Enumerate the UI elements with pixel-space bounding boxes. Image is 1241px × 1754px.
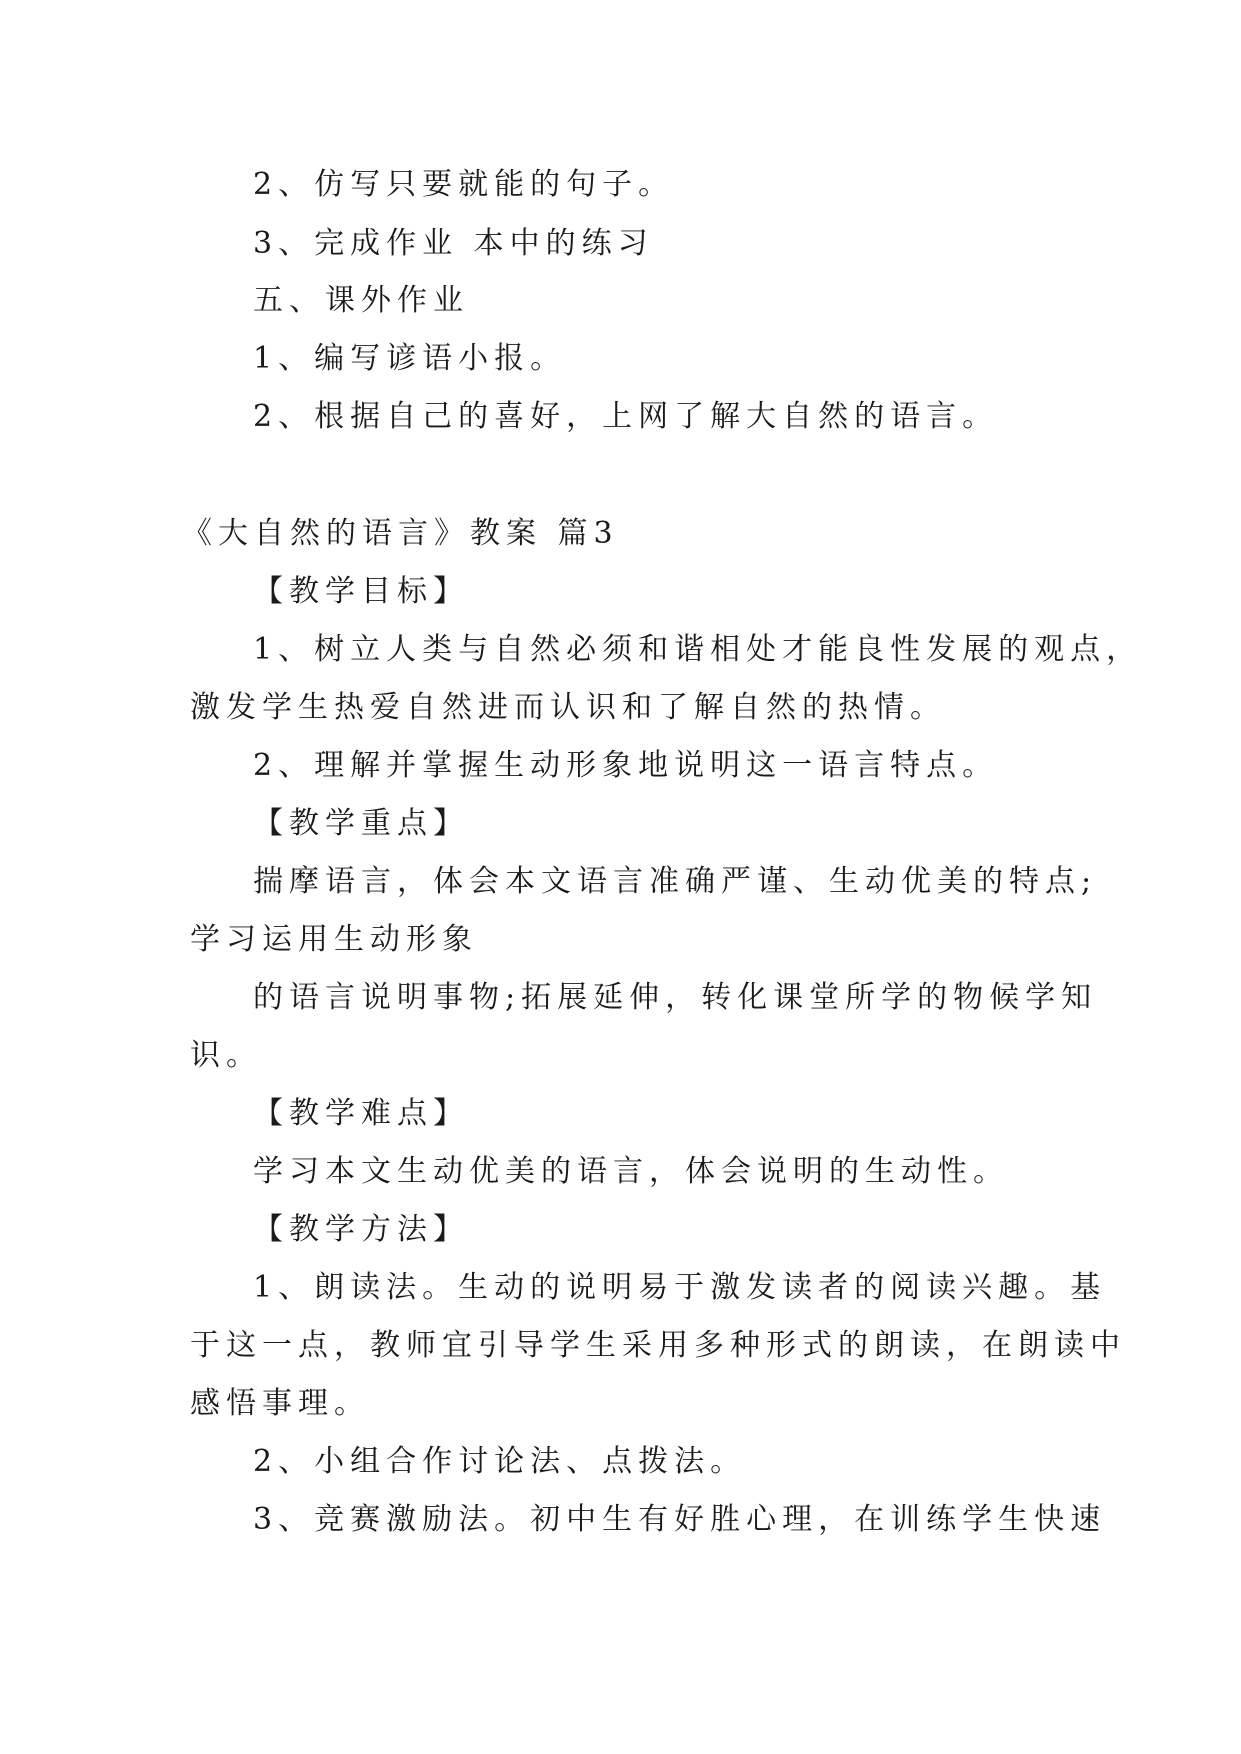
text-line: 的语言说明事物;拓展延伸，转化课堂所学的物候学知	[253, 980, 1098, 1015]
text-line: 揣摩语言，体会本文语言准确严谨、生动优美的特点;	[253, 864, 1098, 899]
text-line: 2、仿写只要就能的句子。	[253, 167, 675, 202]
text-line: 学习本文生动优美的语言，体会说明的生动性。	[253, 1154, 1009, 1189]
text-line: 1、树立人类与自然必须和谐相处才能良性发展的观点，	[253, 632, 1143, 667]
text-line: 识。	[190, 1038, 262, 1073]
text-line: 2、理解并掌握生动形象地说明这一语言特点。	[253, 748, 999, 783]
text-line: 2、根据自己的喜好，上网了解大自然的语言。	[253, 399, 999, 434]
text-line: 激发学生热爱自然进而认识和了解自然的热情。	[190, 690, 946, 725]
section-heading: 【教学重点】	[253, 806, 469, 841]
section-heading: 【教学目标】	[253, 574, 469, 609]
text-line: 1、编写谚语小报。	[253, 341, 567, 376]
text-line: 感悟事理。	[190, 1386, 370, 1421]
text-line: 2、小组合作讨论法、点拨法。	[253, 1444, 747, 1479]
section-heading: 【教学难点】	[253, 1096, 469, 1131]
text-line: 1、朗读法。生动的说明易于激发读者的阅读兴趣。基	[253, 1270, 1107, 1305]
text-line: 3、完成作业 本中的练习	[253, 226, 654, 261]
text-line: 于这一点，教师宜引导学生采用多种形式的朗读，在朗读中	[190, 1328, 1126, 1363]
text-line: 3、竞赛激励法。初中生有好胜心理，在训练学生快速	[253, 1502, 1107, 1537]
lesson-title: 《大自然的语言》教案 篇3	[182, 516, 619, 551]
text-line: 学习运用生动形象	[190, 922, 478, 957]
section-heading: 【教学方法】	[253, 1212, 469, 1247]
section-heading: 五、课外作业	[253, 283, 469, 318]
